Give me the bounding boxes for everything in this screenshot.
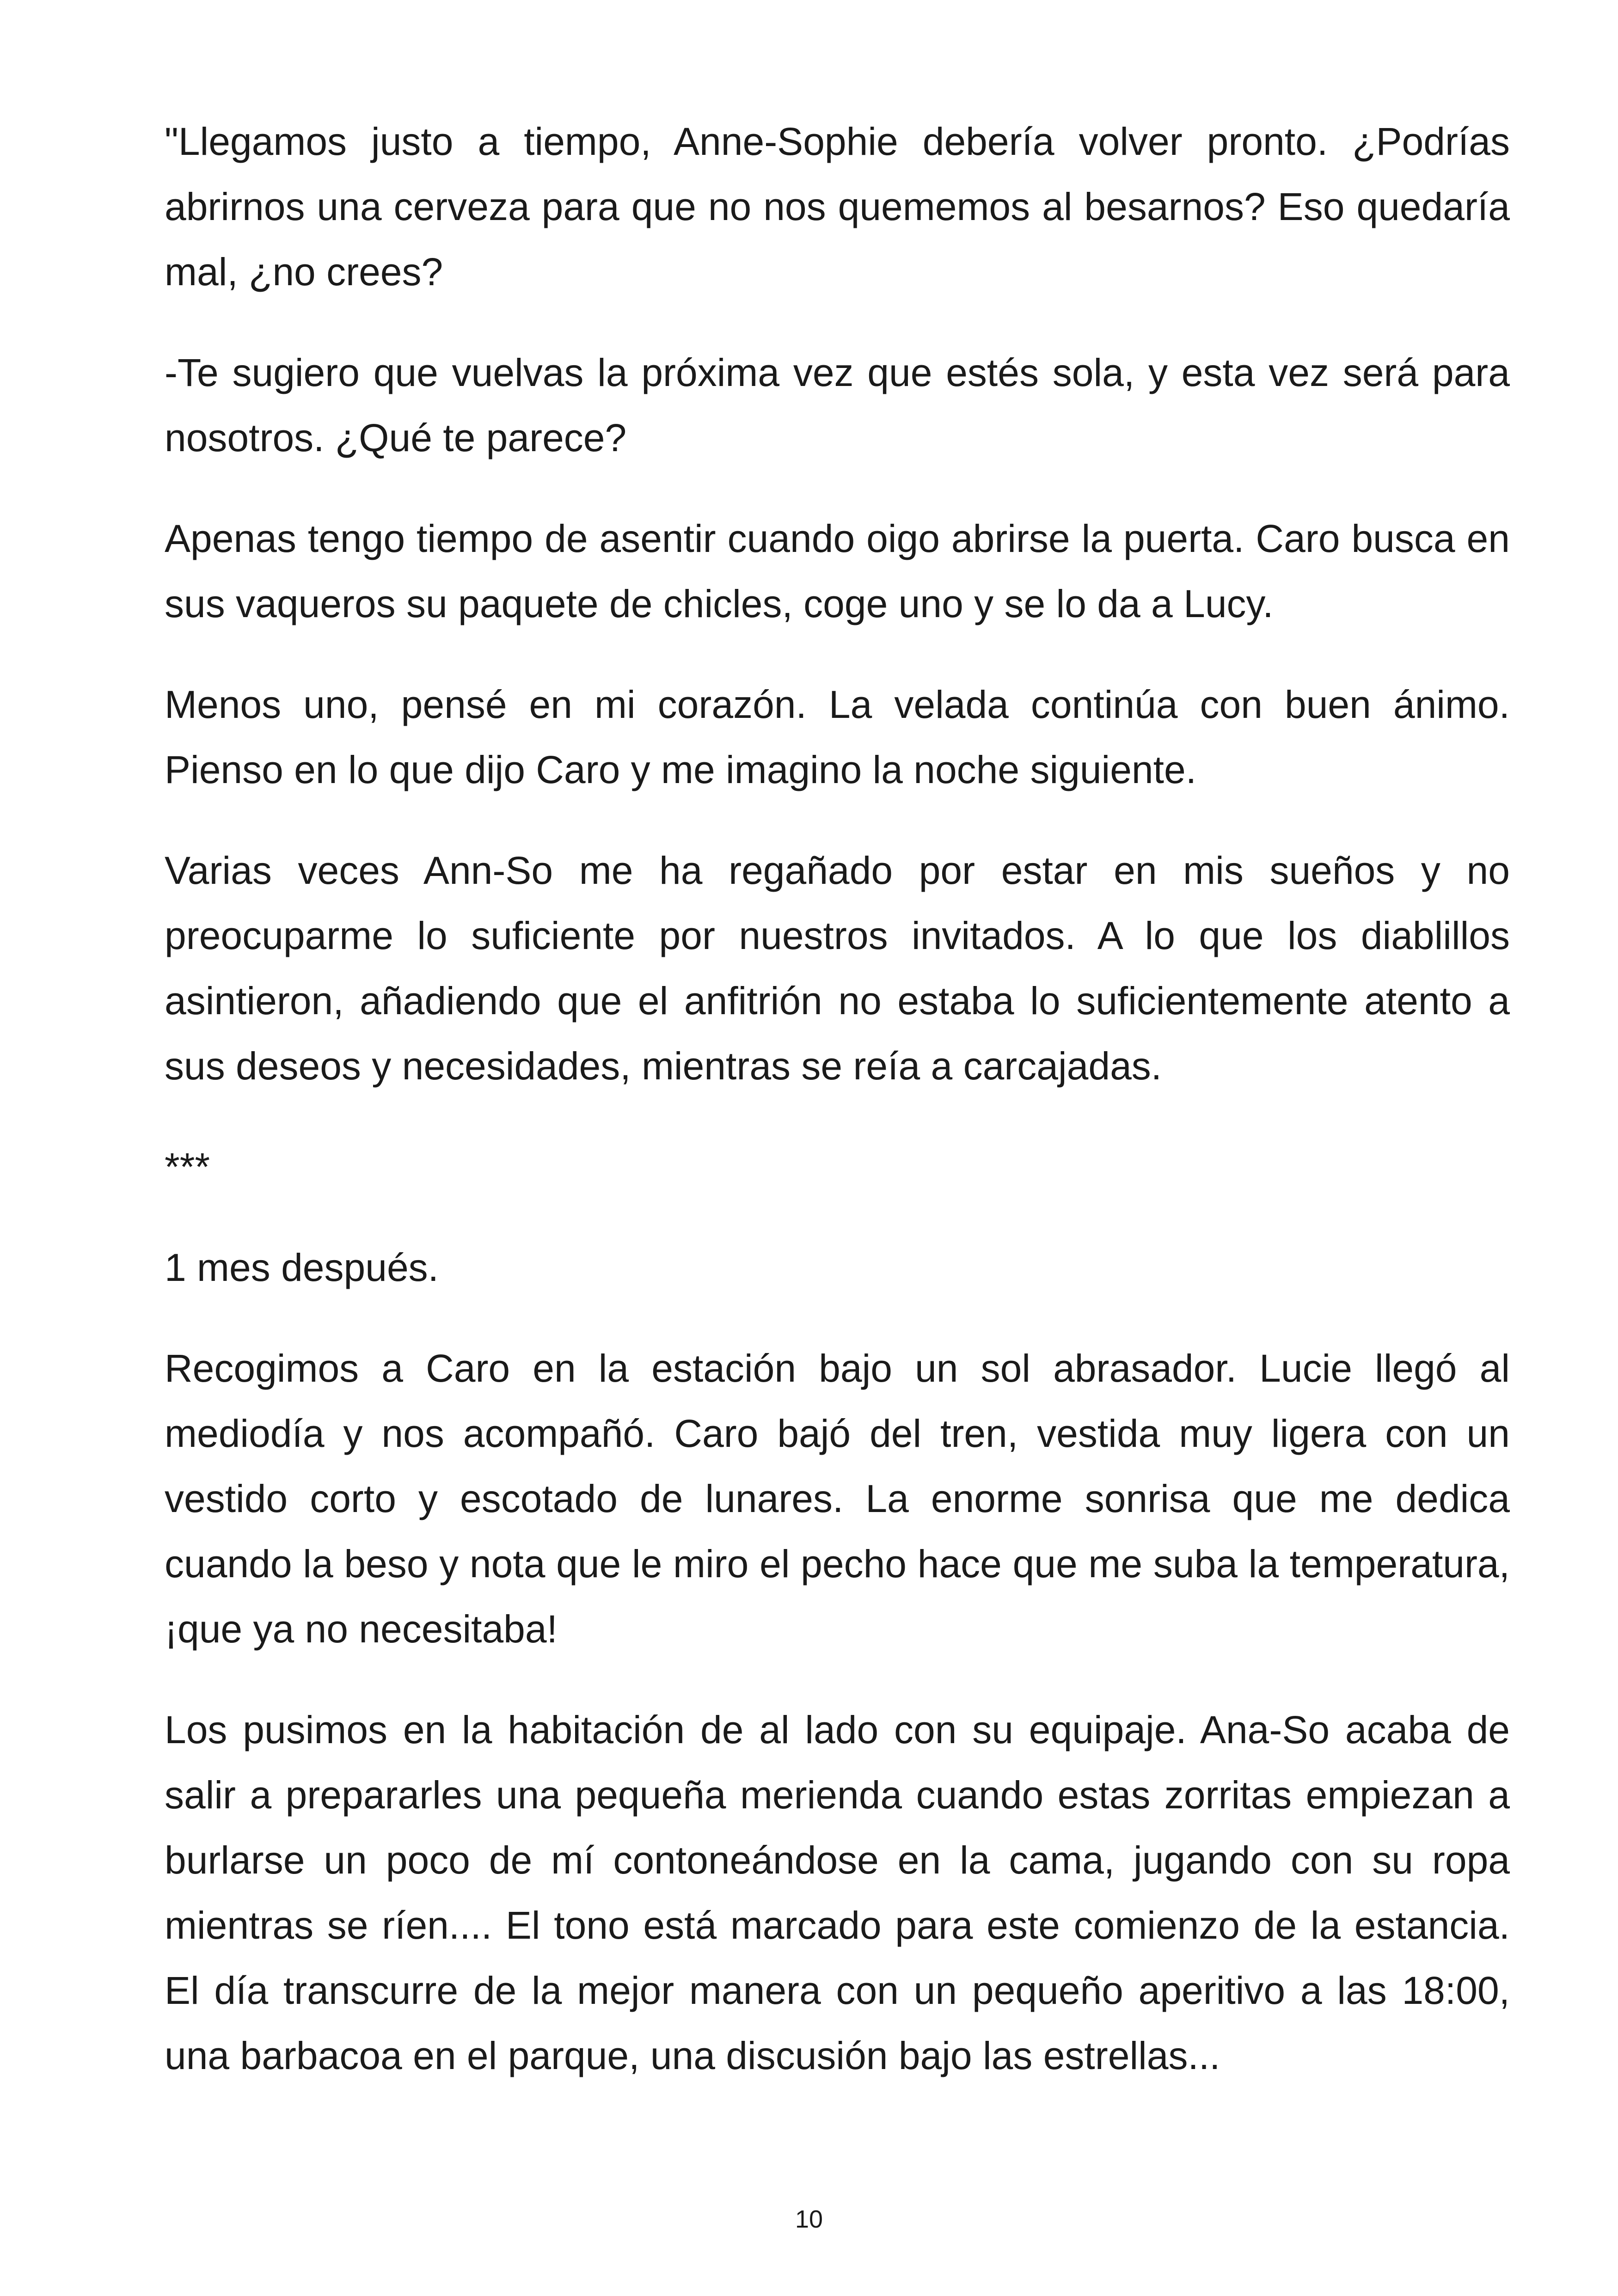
paragraph-door-opens: Apenas tengo tiempo de asentir cuando oigo abrirse la puerta. Caro busca en sus vaqueros su paquete de chicles, coge uno y se lo da a Lucy. <box>165 517 1510 625</box>
paragraph-dialogue-arrival: "Llegamos justo a tiempo, Anne-Sophie debería volver pronto. ¿Podrías abrirnos una cerveza para que no nos quememos al besarnos? Eso quedaría mal, ¿no crees? <box>165 120 1510 294</box>
paragraph-host-scolded: Varias veces Ann-So me ha regañado por estar en mis sueños y no preocuparme lo suficiente por nuestros invitados. A lo que los diablillos asintieron, añadiendo que el anfitrión no estaba lo suficientemente atento a sus deseos y necesidades, mientras se reía a carcajadas. <box>165 849 1510 1088</box>
paragraph-room-and-evening: Los pusimos en la habitación de al lado con su equipaje. Ana-So acaba de salir a prepararles una pequeña merienda cuando estas zorritas empiezan a burlarse un poco de mí contoneándose en la cama, jugando con su ropa mientras se ríen.... El tono está marcado para este comienzo de la estancia. El día transcurre de la mejor manera con un pequeño aperitivo a las 18:00, una barbacoa en el parque, una discusión bajo las estrellas... <box>165 1708 1510 2077</box>
paragraph-station-pickup: Recogimos a Caro en la estación bajo un sol abrasador. Lucie llegó al mediodía y nos acompañó. Caro bajó del tren, vestida muy ligera con un vestido corto y escotado de lunares. La enorme sonrisa que me dedica cuando la beso y nota que le miro el pecho hace que me suba la temperatura, ¡que ya no necesitaba! <box>165 1347 1510 1651</box>
section-break: *** <box>165 1145 210 1188</box>
paragraph-evening-continues: Menos uno, pensé en mi corazón. La velada continúa con buen ánimo. Pienso en lo que dijo Caro y me imagino la noche siguiente. <box>165 683 1510 791</box>
paragraph-time-skip: 1 mes después. <box>165 1246 439 1289</box>
page-number: 10 <box>795 2205 823 2233</box>
paragraph-dialogue-suggestion: -Te sugiero que vuelvas la próxima vez que estés sola, y esta vez será para nosotros. ¿Qué te parece? <box>165 351 1510 459</box>
page-body <box>165 109 1510 2124</box>
